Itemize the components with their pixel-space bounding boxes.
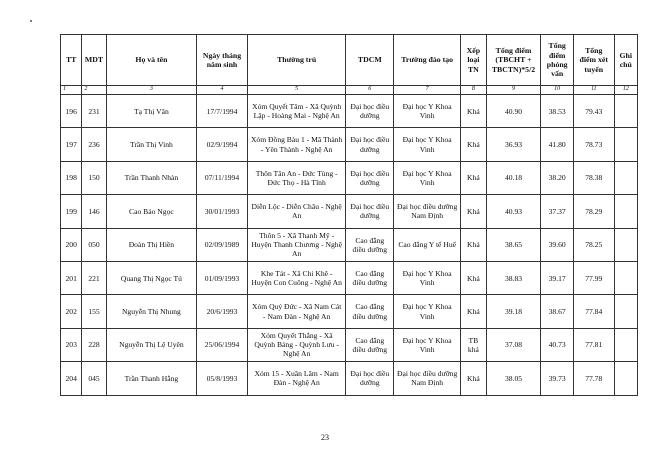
residence-cell: Khe Tát - Xã Chi Khê - Huyện Con Cuông - Nghệ An bbox=[247, 261, 346, 294]
training-school-cell: Đại học Y Khoa Vinh bbox=[394, 95, 461, 128]
row-number-cell: 196 bbox=[61, 95, 82, 128]
full-name-cell: Trần Thanh Nhàn bbox=[106, 161, 196, 194]
note-cell bbox=[614, 128, 637, 161]
final-score-cell: 77.99 bbox=[573, 261, 614, 294]
residence-cell: Diễn Lộc - Diễn Châu - Nghệ An bbox=[247, 195, 346, 228]
table-row bbox=[61, 195, 638, 228]
birth-date-cell: 07/11/1994 bbox=[197, 161, 248, 194]
page-number: 23 bbox=[321, 433, 329, 442]
note-cell bbox=[614, 261, 637, 294]
row-number-cell: 203 bbox=[61, 328, 82, 361]
full-name-cell: Đoàn Thị Hiền bbox=[106, 228, 196, 261]
note-cell bbox=[614, 295, 637, 328]
full-name-cell: Nguyễn Thị Lệ Uyên bbox=[106, 328, 196, 361]
header-cell: TDCM bbox=[346, 35, 394, 86]
residence-cell: Xóm 15 - Xuân Lâm - Nam Đàn - Nghệ An bbox=[247, 362, 346, 395]
qualification-cell: Đại học điều dưỡng bbox=[346, 362, 394, 395]
residence-cell: Xóm Quý Đức - Xã Nam Cát - Nam Đàn - Nghệ An bbox=[247, 295, 346, 328]
candidate-code-cell: 045 bbox=[82, 362, 106, 395]
index-cell: 9 bbox=[486, 86, 541, 95]
qualification-cell: Cao đẳng điều dưỡng bbox=[346, 328, 394, 361]
table-row bbox=[61, 95, 638, 128]
candidate-code-cell: 146 bbox=[82, 195, 106, 228]
candidate-code-cell: 231 bbox=[82, 95, 106, 128]
note-cell bbox=[614, 328, 637, 361]
graduation-rank-cell: Khá bbox=[461, 195, 486, 228]
score-total-cell: 40.90 bbox=[486, 95, 541, 128]
graduation-rank-cell: Khá bbox=[461, 261, 486, 294]
index-cell: 2 bbox=[82, 86, 106, 95]
row-number-cell: 197 bbox=[61, 128, 82, 161]
header-cell: MDT bbox=[82, 35, 106, 86]
note-cell bbox=[614, 228, 637, 261]
index-cell: 11 bbox=[573, 86, 614, 95]
full-name-cell: Quang Thị Ngọc Tú bbox=[106, 261, 196, 294]
full-name-cell: Cao Bảo Ngọc bbox=[106, 195, 196, 228]
header-cell: TT bbox=[61, 35, 82, 86]
interview-score-cell: 40.73 bbox=[541, 328, 574, 361]
interview-score-cell: 39.73 bbox=[541, 362, 574, 395]
header-cell: Tổng điểm xét tuyển bbox=[573, 35, 614, 86]
training-school-cell: Cao đẳng Y tế Huế bbox=[394, 228, 461, 261]
index-cell: 1 bbox=[61, 86, 82, 95]
table-row bbox=[61, 328, 638, 361]
score-total-cell: 38.65 bbox=[486, 228, 541, 261]
interview-score-cell: 37.37 bbox=[541, 195, 574, 228]
candidate-code-cell: 228 bbox=[82, 328, 106, 361]
full-name-cell: Tạ Thị Vân bbox=[106, 95, 196, 128]
final-score-cell: 77.84 bbox=[573, 295, 614, 328]
final-score-cell: 79.43 bbox=[573, 95, 614, 128]
residence-cell: Xóm Quyết Thắng - Xã Quỳnh Bảng - Quỳnh Lưu - Nghệ An bbox=[247, 328, 346, 361]
header-cell: Xếp loại TN bbox=[461, 35, 486, 86]
training-school-cell: Đại học điều dưỡng Nam Định bbox=[394, 195, 461, 228]
qualification-cell: Đại học điều dưỡng bbox=[346, 195, 394, 228]
graduation-rank-cell: Khá bbox=[461, 161, 486, 194]
index-cell: 4 bbox=[197, 86, 248, 95]
qualification-cell: Cao đẳng điều dưỡng bbox=[346, 261, 394, 294]
birth-date-cell: 05/8/1993 bbox=[197, 362, 248, 395]
header-cell: Ngày tháng năm sinh bbox=[197, 35, 248, 86]
final-score-cell: 77.78 bbox=[573, 362, 614, 395]
graduation-rank-cell: Khá bbox=[461, 95, 486, 128]
row-number-cell: 201 bbox=[61, 261, 82, 294]
index-cell: 12 bbox=[614, 86, 637, 95]
training-school-cell: Đại học Y Khoa Vinh bbox=[394, 328, 461, 361]
index-cell: 5 bbox=[247, 86, 346, 95]
birth-date-cell: 01/09/1993 bbox=[197, 261, 248, 294]
index-cell: 8 bbox=[461, 86, 486, 95]
residence-cell: Xóm Đồng Bàu 1 - Mã Thành - Yên Thành - Nghệ An bbox=[247, 128, 346, 161]
graduation-rank-cell: Khá bbox=[461, 362, 486, 395]
graduation-rank-cell: TB khá bbox=[461, 328, 486, 361]
scan-speck bbox=[30, 20, 32, 22]
interview-score-cell: 39.17 bbox=[541, 261, 574, 294]
note-cell bbox=[614, 161, 637, 194]
final-score-cell: 77.81 bbox=[573, 328, 614, 361]
score-total-cell: 37.08 bbox=[486, 328, 541, 361]
interview-score-cell: 38.20 bbox=[541, 161, 574, 194]
full-name-cell: Trần Thanh Hằng bbox=[106, 362, 196, 395]
candidate-code-cell: 155 bbox=[82, 295, 106, 328]
header-cell: Họ và tên bbox=[106, 35, 196, 86]
birth-date-cell: 25/06/1994 bbox=[197, 328, 248, 361]
header-cell: Tổng điểm (TBCHT + TBCTN)*5/2 bbox=[486, 35, 541, 86]
header-cell: Ghi chú bbox=[614, 35, 637, 86]
table-row bbox=[61, 161, 638, 194]
birth-date-cell: 17/7/1994 bbox=[197, 95, 248, 128]
header-cell: Tổng điểm phỏng vấn bbox=[541, 35, 574, 86]
table-row bbox=[61, 128, 638, 161]
residence-cell: Xóm Quyết Tâm - Xã Quỳnh Lập - Hoàng Mai - Nghệ An bbox=[247, 95, 346, 128]
training-school-cell: Đại học Y Khoa Vinh bbox=[394, 128, 461, 161]
birth-date-cell: 02/9/1994 bbox=[197, 128, 248, 161]
score-total-cell: 39.18 bbox=[486, 295, 541, 328]
header-cell: Trường đào tạo bbox=[394, 35, 461, 86]
full-name-cell: Nguyễn Thị Nhung bbox=[106, 295, 196, 328]
residence-cell: Thôn Tân An - Đức Tùng - Đức Thọ - Hà Tĩnh bbox=[247, 161, 346, 194]
final-score-cell: 78.73 bbox=[573, 128, 614, 161]
table-row bbox=[61, 228, 638, 261]
qualification-cell: Đại học điều dưỡng bbox=[346, 161, 394, 194]
final-score-cell: 78.29 bbox=[573, 195, 614, 228]
candidate-code-cell: 050 bbox=[82, 228, 106, 261]
birth-date-cell: 30/01/1993 bbox=[197, 195, 248, 228]
interview-score-cell: 38.67 bbox=[541, 295, 574, 328]
training-school-cell: Đại học Y Khoa Vinh bbox=[394, 261, 461, 294]
table-body bbox=[61, 95, 638, 396]
index-cell: 3 bbox=[106, 86, 196, 95]
score-total-cell: 40.93 bbox=[486, 195, 541, 228]
index-cell: 6 bbox=[346, 86, 394, 95]
row-number-cell: 204 bbox=[61, 362, 82, 395]
training-school-cell: Đại học Y Khoa Vinh bbox=[394, 161, 461, 194]
note-cell bbox=[614, 195, 637, 228]
table-header-row bbox=[61, 35, 638, 86]
graduation-rank-cell: Khá bbox=[461, 228, 486, 261]
training-school-cell: Đại học Y Khoa Vinh bbox=[394, 295, 461, 328]
column-index-row bbox=[61, 86, 638, 95]
note-cell bbox=[614, 362, 637, 395]
final-score-cell: 78.38 bbox=[573, 161, 614, 194]
score-total-cell: 38.83 bbox=[486, 261, 541, 294]
interview-score-cell: 38.53 bbox=[541, 95, 574, 128]
birth-date-cell: 20/6/1993 bbox=[197, 295, 248, 328]
interview-score-cell: 39.60 bbox=[541, 228, 574, 261]
index-cell: 10 bbox=[541, 86, 574, 95]
table-row bbox=[61, 261, 638, 294]
final-score-cell: 78.25 bbox=[573, 228, 614, 261]
qualification-cell: Đại học điều dưỡng bbox=[346, 95, 394, 128]
table-row bbox=[61, 295, 638, 328]
score-total-cell: 38.05 bbox=[486, 362, 541, 395]
graduation-rank-cell: Khá bbox=[461, 295, 486, 328]
index-cell: 7 bbox=[394, 86, 461, 95]
score-total-cell: 36.93 bbox=[486, 128, 541, 161]
note-cell bbox=[614, 95, 637, 128]
row-number-cell: 202 bbox=[61, 295, 82, 328]
candidate-code-cell: 236 bbox=[82, 128, 106, 161]
candidate-results-table bbox=[60, 34, 638, 396]
birth-date-cell: 02/09/1989 bbox=[197, 228, 248, 261]
candidate-code-cell: 221 bbox=[82, 261, 106, 294]
full-name-cell: Trần Thị Vinh bbox=[106, 128, 196, 161]
row-number-cell: 200 bbox=[61, 228, 82, 261]
graduation-rank-cell: Khá bbox=[461, 128, 486, 161]
qualification-cell: Cao đẳng điều dưỡng bbox=[346, 295, 394, 328]
row-number-cell: 198 bbox=[61, 161, 82, 194]
interview-score-cell: 41.80 bbox=[541, 128, 574, 161]
row-number-cell: 199 bbox=[61, 195, 82, 228]
residence-cell: Thôn 5 - Xã Thanh Mỹ - Huyện Thanh Chương - Nghệ An bbox=[247, 228, 346, 261]
header-cell: Thường trú bbox=[247, 35, 346, 86]
qualification-cell: Cao đẳng điều dưỡng bbox=[346, 228, 394, 261]
table-row bbox=[61, 362, 638, 395]
training-school-cell: Đại học điều dưỡng Nam Định bbox=[394, 362, 461, 395]
score-total-cell: 40.18 bbox=[486, 161, 541, 194]
candidate-code-cell: 150 bbox=[82, 161, 106, 194]
qualification-cell: Đại học điều dưỡng bbox=[346, 128, 394, 161]
